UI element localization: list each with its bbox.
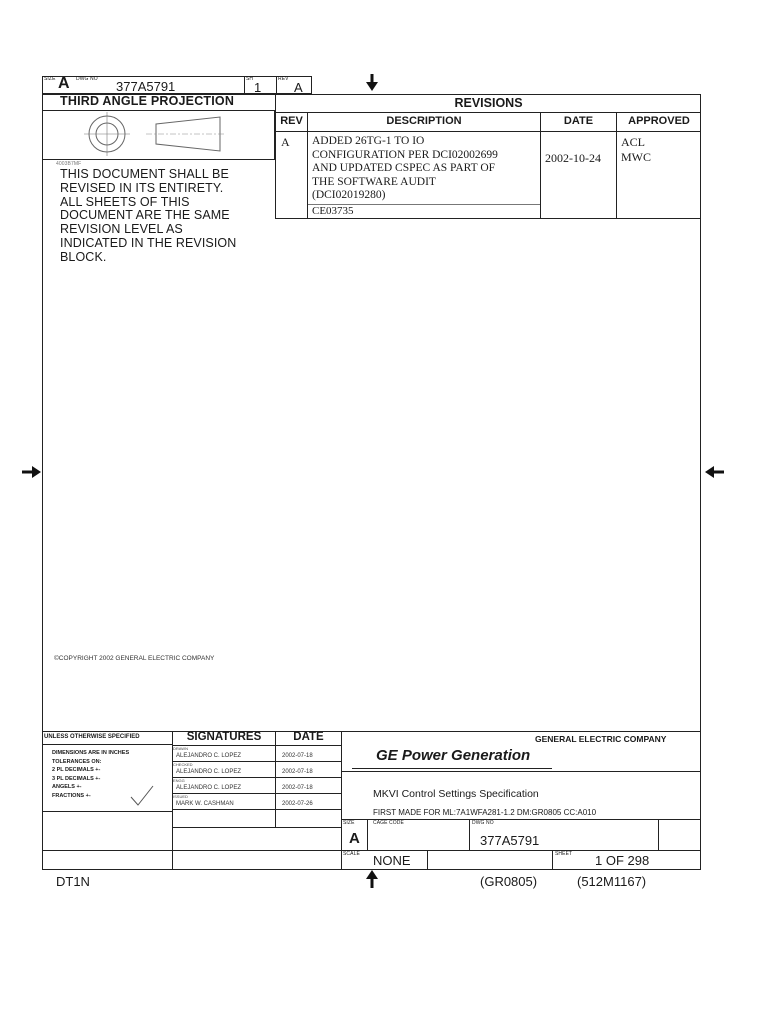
projection-symbol-icon xyxy=(84,112,224,163)
projection-title: THIRD ANGLE PROJECTION xyxy=(60,94,235,108)
arrow-right-icon xyxy=(22,464,42,484)
footer-left-code: DT1N xyxy=(56,874,90,889)
signature-name: ALEJANDRO C. LOPEZ xyxy=(176,753,242,759)
copyright-text: ©COPYRIGHT 2002 GENERAL ELECTRIC COMPANY xyxy=(54,655,215,662)
arrow-down-icon xyxy=(364,74,380,96)
projection-small-label: 4003B7MF xyxy=(56,161,82,167)
signature-name: MARK W. CASHMAN xyxy=(176,801,234,807)
header-size-label: SIZE xyxy=(44,76,56,82)
signature-date: 2002-07-18 xyxy=(282,753,313,759)
revision-description: ADDED 26TG-1 TO IO CONFIGURATION PER DCI02002699 AND UPDATED CSPEC AS PART OF THE SOFTWARE AUDIT (DCI02019280) xyxy=(312,135,498,202)
tb-dwg-no-label: DWG NO xyxy=(472,820,494,826)
unless-label: UNLESS OTHERWISE SPECIFIED xyxy=(44,734,140,740)
header-dwg-no-value: 377A5791 xyxy=(116,79,176,94)
arrow-left-icon xyxy=(704,464,724,484)
revision-approved: ACL MWC xyxy=(621,135,651,164)
header-rev-label: REV xyxy=(278,76,289,82)
sheet-label: SHEET xyxy=(555,851,573,857)
first-made-for: FIRST MADE FOR ML:7A1WFA281-1.2 DM:GR0805 CC:A010 xyxy=(373,808,597,817)
tb-size-value: A xyxy=(349,830,360,847)
cage-code-label: CAGE CODE xyxy=(373,820,404,826)
footer-group-code: (GR0805) xyxy=(480,874,538,889)
signature-name: ALEJANDRO C. LOPEZ xyxy=(176,785,242,791)
arrow-up-icon xyxy=(364,870,380,892)
header-dwg-no-label: DWG NO xyxy=(76,76,98,82)
revision-notice: THIS DOCUMENT SHALL BE REVISED IN ITS ENTIRETY. ALL SHEETS OF THIS DOCUMENT ARE THE SAME REVISION LEVEL AS INDICATED IN THE REVISION BLOCK. xyxy=(60,167,237,264)
header-sh-label: SH xyxy=(246,76,254,82)
revisions-col-date: DATE xyxy=(563,115,594,127)
signature-role: DRAWN xyxy=(173,746,188,751)
signature-date: 2002-07-26 xyxy=(282,801,313,807)
document-title: MKVI Control Settings Specification xyxy=(373,788,539,800)
header-rev-value: A xyxy=(294,80,303,95)
revisions-col-approved: APPROVED xyxy=(628,115,690,127)
signature-name: ALEJANDRO C. LOPEZ xyxy=(176,769,242,775)
revisions-title: REVISIONS xyxy=(454,96,523,110)
header-size-value: A xyxy=(58,75,70,92)
scale-label: SCALE xyxy=(343,851,360,857)
tb-dwg-no-value: 377A5791 xyxy=(480,833,540,848)
signatures-header: SIGNATURES xyxy=(186,731,262,743)
revisions-col-rev: REV xyxy=(280,115,303,127)
signature-role: ENGG xyxy=(173,778,185,783)
revision-date: 2002-10-24 xyxy=(545,151,601,165)
footer-model-code: (512M1167) xyxy=(577,874,647,889)
revision-ce-number: CE03735 xyxy=(312,205,354,217)
company-name: GENERAL ELECTRIC COMPANY xyxy=(535,734,667,744)
checkmark-icon xyxy=(129,785,155,812)
header-sh-value: 1 xyxy=(254,80,262,95)
revision-rev: A xyxy=(281,135,290,149)
division-name: GE Power Generation xyxy=(376,747,531,764)
sheet-value: 1 OF 298 xyxy=(595,853,650,868)
tb-size-label: SIZE xyxy=(343,820,355,826)
signature-date: 2002-07-18 xyxy=(282,769,313,775)
date-header: DATE xyxy=(293,731,324,743)
signature-date: 2002-07-18 xyxy=(282,785,313,791)
scale-value: NONE xyxy=(373,853,411,868)
signature-role: ISSUED xyxy=(173,794,188,799)
tolerances-text: DIMENSIONS ARE IN INCHES TOLERANCES ON: 2 PL DECIMALS +- 3 PL DECIMALS +- ANGELS +- FRACTIONS +- xyxy=(52,750,130,799)
signature-role: CHECKED xyxy=(173,762,193,767)
revisions-col-description: DESCRIPTION xyxy=(386,115,462,127)
